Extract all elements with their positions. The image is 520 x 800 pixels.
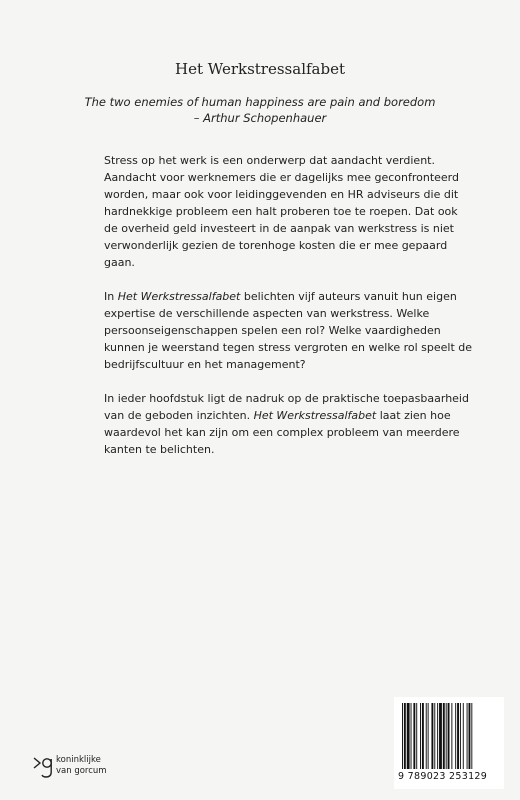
publisher-mark-icon — [32, 752, 54, 780]
quote-attribution: – Arthur Schopenhauer — [193, 111, 327, 125]
barcode-bar — [439, 703, 442, 769]
barcode-bar — [448, 703, 450, 769]
barcode-bar — [413, 703, 415, 769]
book-title: Het Werkstressalfabet — [175, 60, 345, 78]
barcode-bar — [416, 703, 417, 769]
publisher-name-line2: van gorcum — [56, 766, 107, 776]
barcode — [394, 697, 504, 789]
barcode-bar — [431, 703, 433, 769]
paragraph-3-text: van de geboden inzichten. — [104, 409, 254, 422]
paragraph-2-line: bedrijfscultuur en het management? — [104, 358, 306, 371]
publisher-name — [56, 755, 107, 777]
barcode-bar — [426, 703, 427, 769]
barcode-bar — [407, 703, 410, 769]
barcode-bar — [437, 703, 438, 769]
barcode-bar — [422, 703, 424, 769]
barcode-bar — [446, 703, 447, 769]
paragraph-1-line: Stress op het werk is een onderwerp dat aandacht verdient. — [104, 154, 435, 167]
barcode-bars — [402, 703, 496, 769]
book-title-inline: Het Werkstressalfabet — [253, 409, 377, 422]
barcode-bar — [404, 703, 406, 769]
barcode-bar — [411, 703, 412, 769]
barcode-bar — [469, 703, 471, 769]
paragraph-2-text: belichten vijf auteurs vanuit hun eigen — [240, 290, 457, 303]
paragraph-2-line: persoonseigenschappen spelen een rol? Welke vaardigheden — [104, 324, 441, 337]
barcode-bar — [451, 703, 452, 769]
barcode-bar — [434, 703, 435, 769]
paragraph-1-line: hardnekkige probleem een halt proberen toe te roepen. Dat ook — [104, 205, 458, 218]
paragraph-1-line: gaan. — [104, 256, 135, 269]
paragraph-3-text: laat zien hoe — [376, 409, 451, 422]
barcode-bar — [402, 703, 403, 769]
isbn-number: 9 789023 253129 — [398, 771, 488, 782]
paragraph-2-line: kunnen je weerstand tegen stress vergroten en welke rol speelt de — [104, 341, 473, 354]
barcode-bar — [420, 703, 421, 769]
barcode-bar — [471, 703, 472, 769]
paragraph-1-line: worden, maar ook voor leidinggevenden en HR adviseurs die dit — [104, 188, 459, 201]
publisher-logo — [32, 752, 152, 782]
barcode-bar — [463, 703, 464, 769]
paragraph-1-line: verwonderlijk gezien de torenhoge kosten die er mee gepaard — [104, 239, 448, 252]
barcode-bar — [457, 703, 459, 769]
quote-text: The two enemies of human happiness are pain and boredom — [84, 95, 436, 109]
paragraph-2 — [104, 288, 473, 373]
barcode-bar — [455, 703, 456, 769]
paragraph-1 — [104, 152, 459, 271]
paragraph-2-line: expertise de verschillende aspecten van werkstress. Welke — [104, 307, 430, 320]
paragraph-1-line: Aandacht voor werknemers die er dagelijks mee geconfronteerd — [104, 171, 459, 184]
paragraph-3 — [104, 390, 469, 458]
publisher-name-line1: koninklijke — [56, 755, 101, 765]
epigraph-quote — [80, 94, 440, 126]
barcode-bar — [428, 703, 429, 769]
paragraph-2-text: In — [104, 290, 118, 303]
barcode-bar — [467, 703, 468, 769]
book-title-inline: Het Werkstressalfabet — [117, 290, 241, 303]
paragraph-2-line — [104, 288, 457, 305]
paragraph-1-line: de overheid geld investeert in de aanpak van werkstress is niet — [104, 222, 454, 235]
paragraph-3-line: kanten te belichten. — [104, 443, 215, 456]
paragraph-3-line: waardevol het kan zijn om een complex probleem van meerdere — [104, 426, 460, 439]
paragraph-3-line — [104, 407, 451, 424]
back-cover-text — [104, 152, 473, 458]
paragraph-3-line: In ieder hoofdstuk ligt de nadruk op de praktische toepasbaarheid — [104, 392, 469, 405]
barcode-bar — [460, 703, 461, 769]
barcode-bar — [443, 703, 445, 769]
